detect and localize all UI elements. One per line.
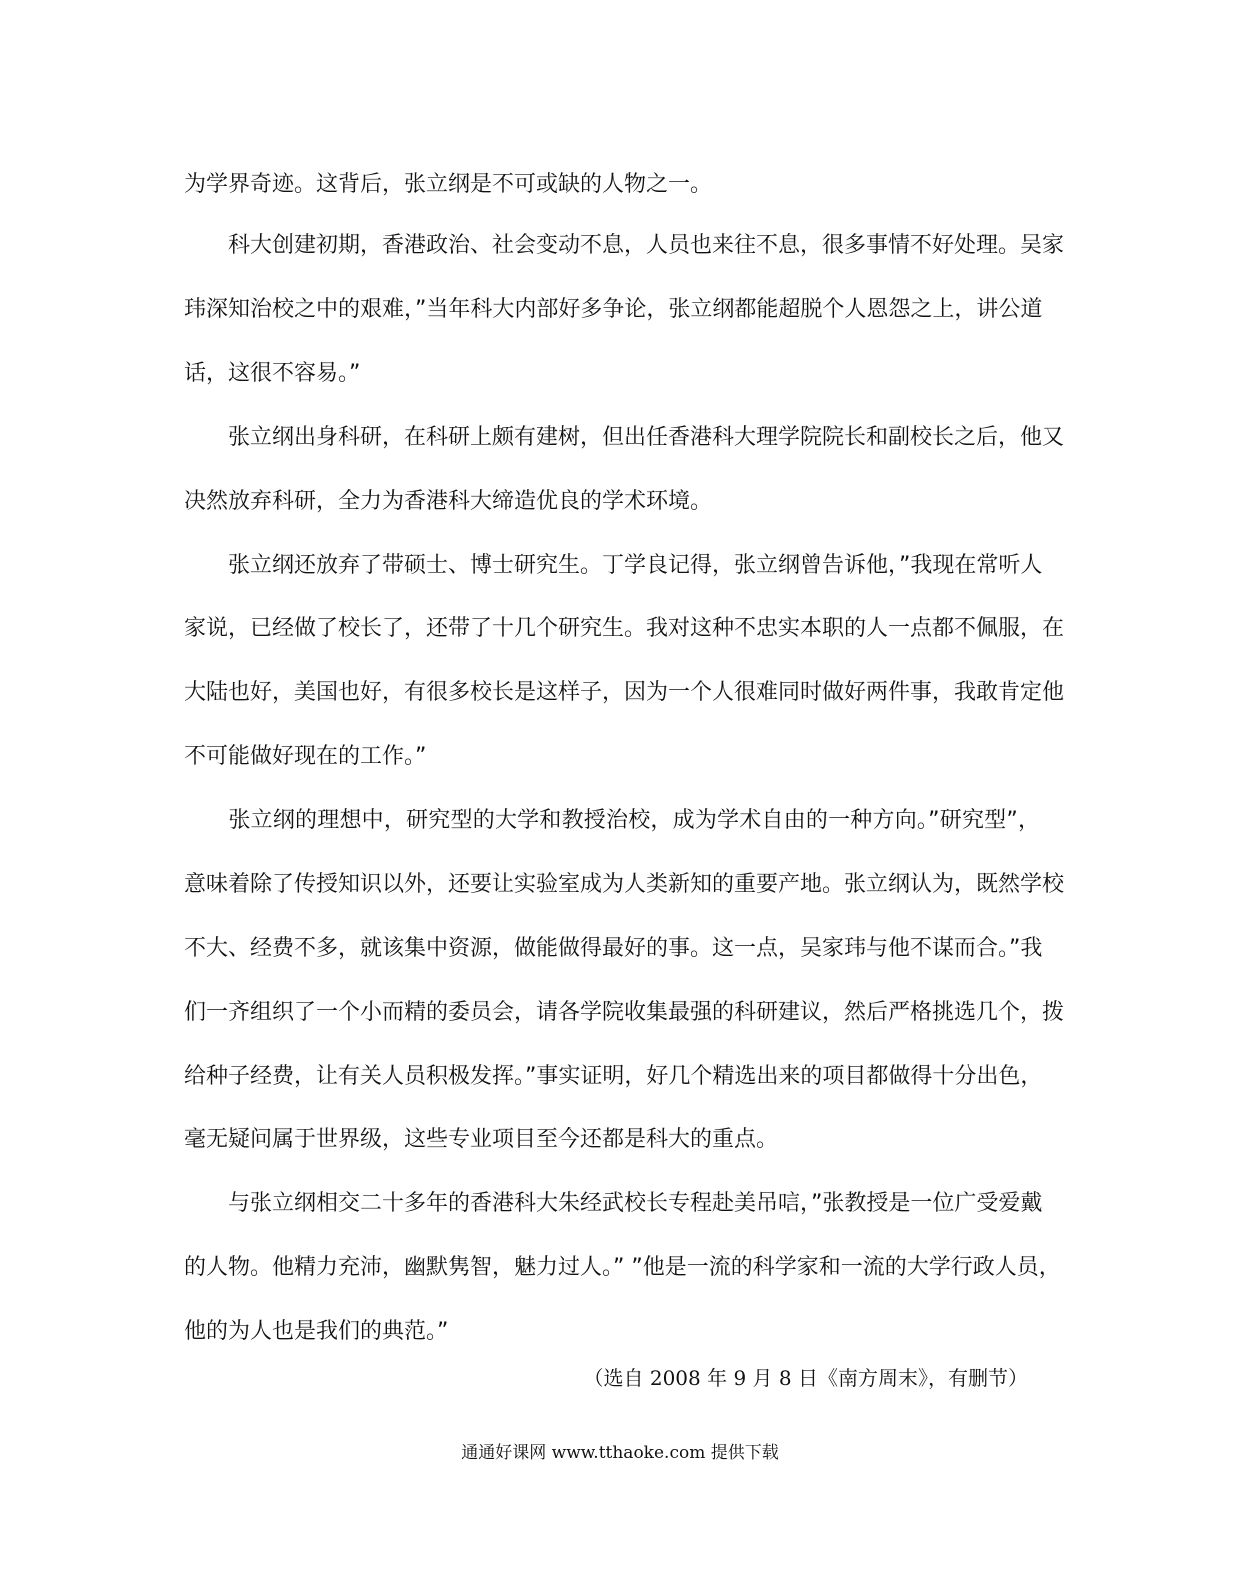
text-line: 他的为人也是我们的典范。”	[184, 1319, 449, 1344]
text-line: 给种子经费，让有关人员积极发挥。”事实证明，好几个精选出来的项目都做得十分出色，	[184, 1064, 1043, 1089]
text-line: 张立纲的理想中，研究型的大学和教授治校，成为学术自由的一种方向。”研究型”，	[184, 808, 1040, 833]
text-line: 们一齐组织了一个小而精的委员会，请各学院收集最强的科研建议，然后严格挑选几个，拨	[184, 1000, 1065, 1025]
text-line: 与张立纲相交二十多年的香港科大朱经武校长专程赴美吊唁，”张教授是一位广受爱戴	[184, 1191, 1043, 1216]
text-line: 玮深知治校之中的艰难，”当年科大内部好多争论，张立纲都能超脱个人恩怨之上，讲公道	[184, 297, 1043, 322]
text-line: 大陆也好，美国也好，有很多校长是这样子，因为一个人很难同时做好两件事，我敢肯定他	[184, 680, 1065, 705]
source-citation: （选自 2008 年 9 月 8 日《南方周末》，有删节）	[583, 1366, 1028, 1390]
text-line: 毫无疑问属于世界级，这些专业项目至今还都是科大的重点。	[184, 1127, 779, 1152]
text-line: 为学界奇迹。这背后，张立纲是不可或缺的人物之一。	[184, 172, 713, 197]
text-line: 话，这很不容易。”	[184, 361, 361, 386]
text-line: 决然放弃科研，全力为香港科大缔造优良的学术环境。	[184, 489, 713, 514]
page-footer: 通通好课网 www.tthaoke.com 提供下载	[461, 1443, 779, 1463]
text-line: 张立纲出身科研，在科研上颇有建树，但出任香港科大理学院院长和副校长之后，他又	[184, 425, 1065, 450]
text-line: 意味着除了传授知识以外，还要让实验室成为人类新知的重要产地。张立纲认为，既然学校	[184, 872, 1065, 897]
text-line: 不大、经费不多，就该集中资源，做能做得最好的事。这一点，吴家玮与他不谋而合。”我	[184, 936, 1043, 961]
text-line: 家说，已经做了校长了，还带了十几个研究生。我对这种不忠实本职的人一点都不佩服，在	[184, 616, 1065, 641]
text-line: 不可能做好现在的工作。”	[184, 744, 427, 769]
text-line: 科大创建初期，香港政治、社会变动不息，人员也来往不息，很多事情不好处理。吴家	[184, 233, 1065, 258]
text-line: 张立纲还放弃了带硕士、博士研究生。丁学良记得，张立纲曾告诉他，”我现在常听人	[184, 553, 1043, 578]
text-line: 的人物。他精力充沛，幽默隽智，魅力过人。” ”他是一流的科学家和一流的大学行政人员，	[184, 1255, 1061, 1280]
